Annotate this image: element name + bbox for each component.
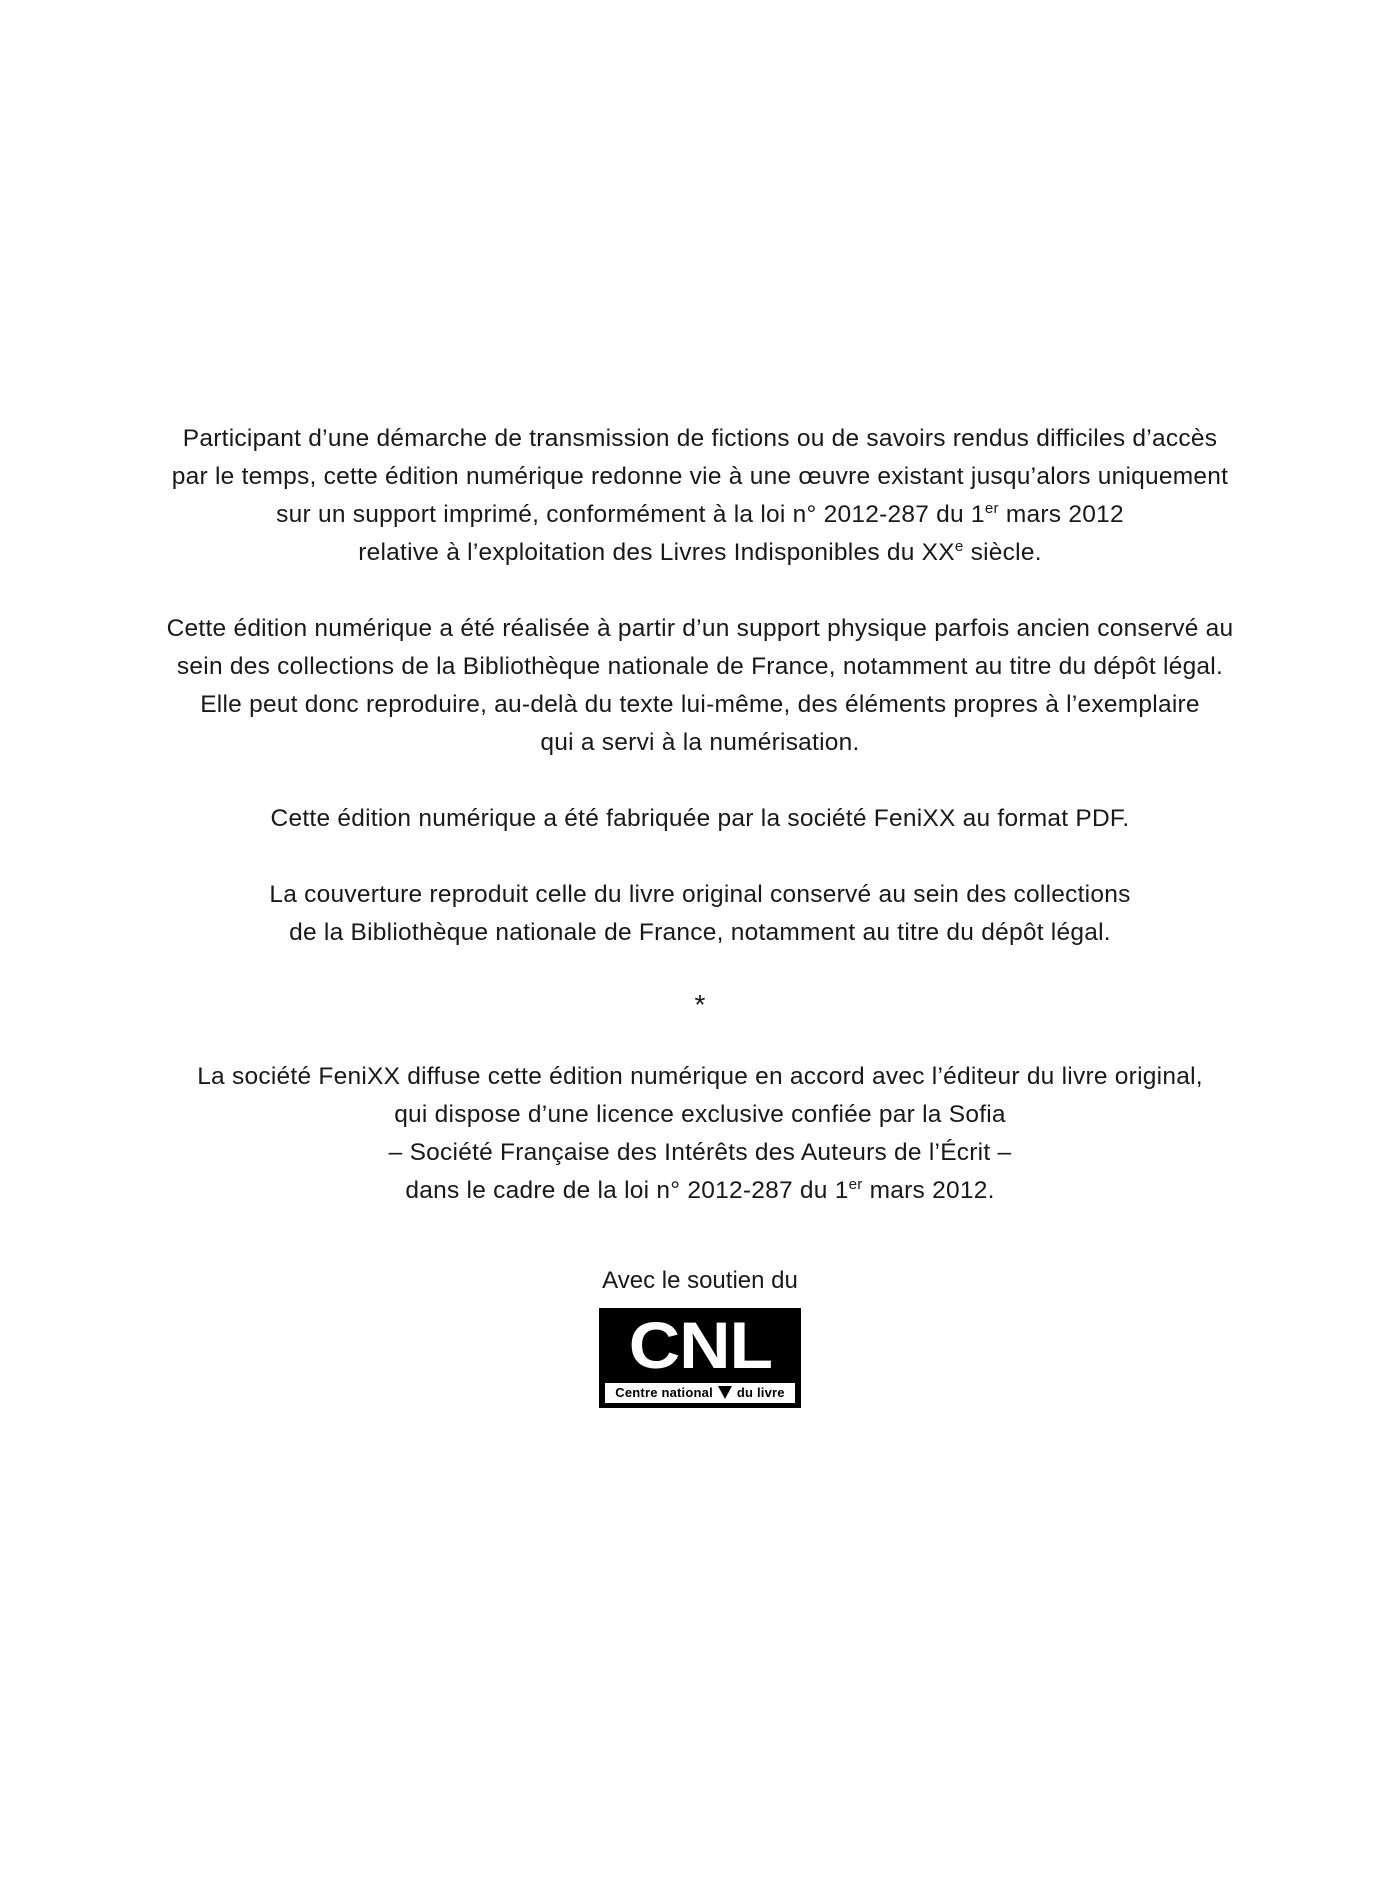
- text-line: Cette édition numérique a été fabriquée par la société FeniXX au format PDF.: [270, 805, 1130, 832]
- text-line: Elle peut donc reproduire, au-delà du texte lui-même, des éléments propres à l’exemplaire: [200, 691, 1200, 718]
- text-line: sur un support imprimé, conformément à la loi n° 2012-287 du 1er mars 2012: [276, 499, 1124, 528]
- paragraph-support-physique: [130, 610, 1270, 762]
- cnl-logo-subtitle: [615, 1386, 784, 1400]
- paragraph-diffusion: [130, 1058, 1270, 1210]
- text-line: de la Bibliothèque nationale de France, notamment au titre du dépôt légal.: [289, 919, 1111, 946]
- paragraph-fabrication: [130, 800, 1270, 838]
- document-body: [0, 420, 1400, 1408]
- text-line: La couverture reproduit celle du livre original conservé au sein des collections: [269, 881, 1131, 908]
- text-line: Cette édition numérique a été réalisée à partir d’un support physique parfois ancien conservé au: [166, 615, 1234, 642]
- paragraph-transmission: [130, 420, 1270, 572]
- text-line: qui a servi à la numérisation.: [540, 729, 860, 756]
- triangle-icon: [718, 1386, 732, 1399]
- cnl-subtitle-left: Centre national: [615, 1385, 713, 1400]
- text-line: qui dispose d’une licence exclusive confiée par la Sofia: [394, 1101, 1006, 1128]
- support-label: Avec le soutien du: [602, 1267, 798, 1294]
- cnl-subtitle-right: du livre: [736, 1385, 785, 1400]
- text-line: dans le cadre de la loi n° 2012-287 du 1er mars 2012.: [405, 1175, 995, 1204]
- text-line: par le temps, cette édition numérique redonne vie à une œuvre existant jusqu’alors uniquement: [171, 463, 1229, 490]
- cnl-logo-letters: CNL: [628, 1308, 772, 1382]
- support-block: [0, 1266, 1400, 1408]
- text-line: sein des collections de la Bibliothèque nationale de France, notamment au titre du dépôt légal.: [176, 653, 1224, 680]
- paragraph-couverture: [130, 876, 1270, 952]
- text-line: relative à l’exploitation des Livres Indisponibles du XXe siècle.: [358, 537, 1042, 566]
- text-line: – Société Française des Intérêts des Auteurs de l’Écrit –: [388, 1139, 1012, 1166]
- section-separator: *: [694, 989, 706, 1020]
- cnl-logo: [599, 1308, 801, 1408]
- text-line: Participant d’une démarche de transmission de fictions ou de savoirs rendus difficiles d’accès: [182, 425, 1218, 452]
- cnl-logo-subtitle-row: [605, 1383, 795, 1403]
- cnl-logo-letters-row: [599, 1310, 801, 1380]
- text-line: La société FeniXX diffuse cette édition numérique en accord avec l’éditeur du livre original,: [197, 1063, 1203, 1090]
